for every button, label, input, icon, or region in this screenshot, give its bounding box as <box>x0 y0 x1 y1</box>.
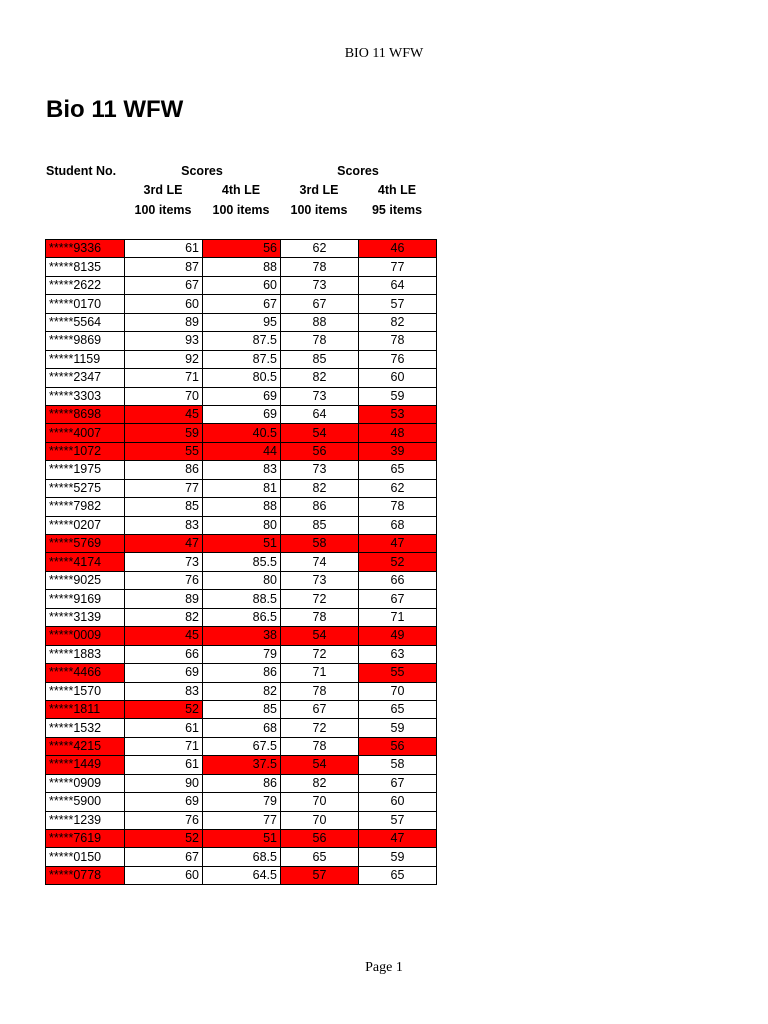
score-cell: 57 <box>281 866 359 884</box>
score-cell: 95 <box>203 313 281 331</box>
score-cell: 77 <box>125 479 203 497</box>
score-cell: 59 <box>359 848 437 866</box>
score-cell: 70 <box>281 793 359 811</box>
student-id-cell: *****5769 <box>46 535 125 553</box>
student-id-cell: *****0009 <box>46 627 125 645</box>
score-cell: 69 <box>125 664 203 682</box>
score-cell: 67 <box>359 774 437 792</box>
col3-sublabel: 100 items <box>290 203 348 217</box>
score-cell: 85 <box>281 516 359 534</box>
table-row <box>46 332 437 350</box>
score-cell: 87.5 <box>203 332 281 350</box>
score-cell: 52 <box>125 830 203 848</box>
score-cell: 69 <box>125 793 203 811</box>
score-cell: 56 <box>359 737 437 755</box>
score-cell: 67 <box>281 700 359 718</box>
table-row <box>46 442 437 460</box>
score-cell: 81 <box>203 479 281 497</box>
table-row <box>46 866 437 884</box>
student-id-cell: *****4466 <box>46 664 125 682</box>
table-row <box>46 535 437 553</box>
score-cell: 78 <box>281 258 359 276</box>
table-row <box>46 682 437 700</box>
score-cell: 72 <box>281 590 359 608</box>
score-cell: 72 <box>281 645 359 663</box>
score-cell: 65 <box>359 866 437 884</box>
table-row <box>46 793 437 811</box>
score-cell: 53 <box>359 405 437 423</box>
score-cell: 79 <box>203 793 281 811</box>
table-row <box>46 498 437 516</box>
score-cell: 78 <box>281 682 359 700</box>
table-row <box>46 405 437 423</box>
score-cell: 88 <box>281 313 359 331</box>
col4-sublabel: 95 items <box>371 203 423 217</box>
table-row <box>46 295 437 313</box>
score-cell: 48 <box>359 424 437 442</box>
score-cell: 45 <box>125 627 203 645</box>
score-cell: 73 <box>281 461 359 479</box>
table-row <box>46 590 437 608</box>
score-cell: 60 <box>125 866 203 884</box>
student-id-cell: *****2347 <box>46 369 125 387</box>
col2-sublabel: 100 items <box>212 203 270 217</box>
score-cell: 80 <box>203 571 281 589</box>
student-id-cell: *****8698 <box>46 405 125 423</box>
table-row <box>46 737 437 755</box>
score-cell: 47 <box>125 535 203 553</box>
table-row <box>46 700 437 718</box>
student-id-cell: *****4007 <box>46 424 125 442</box>
col1-sublabel: 100 items <box>134 203 192 217</box>
table-row <box>46 848 437 866</box>
score-cell: 86 <box>203 774 281 792</box>
score-cell: 82 <box>359 313 437 331</box>
student-id-cell: *****1449 <box>46 756 125 774</box>
score-cell: 85 <box>125 498 203 516</box>
score-cell: 67.5 <box>203 737 281 755</box>
score-cell: 73 <box>281 387 359 405</box>
score-cell: 56 <box>281 442 359 460</box>
student-id-cell: *****4215 <box>46 737 125 755</box>
score-cell: 64.5 <box>203 866 281 884</box>
student-id-cell: *****8135 <box>46 258 125 276</box>
scores-group1-header: Scores <box>181 164 223 178</box>
table-row <box>46 811 437 829</box>
table-row <box>46 719 437 737</box>
score-cell: 76 <box>125 571 203 589</box>
table-row <box>46 276 437 294</box>
score-cell: 73 <box>281 571 359 589</box>
student-id-cell: *****1072 <box>46 442 125 460</box>
table-row <box>46 516 437 534</box>
score-cell: 65 <box>359 700 437 718</box>
score-cell: 74 <box>281 553 359 571</box>
score-cell: 52 <box>125 700 203 718</box>
student-id-cell: *****5900 <box>46 793 125 811</box>
score-cell: 70 <box>281 811 359 829</box>
score-cell: 82 <box>281 479 359 497</box>
score-cell: 60 <box>203 276 281 294</box>
table-row <box>46 350 437 368</box>
score-cell: 59 <box>359 387 437 405</box>
score-cell: 60 <box>359 369 437 387</box>
score-cell: 37.5 <box>203 756 281 774</box>
table-row <box>46 424 437 442</box>
running-header: BIO 11 WFW <box>344 46 424 61</box>
score-cell: 78 <box>359 332 437 350</box>
score-cell: 89 <box>125 313 203 331</box>
student-id-cell: *****1883 <box>46 645 125 663</box>
score-cell: 54 <box>281 627 359 645</box>
scores-table-body <box>46 240 437 885</box>
score-cell: 64 <box>281 405 359 423</box>
table-row <box>46 830 437 848</box>
score-cell: 59 <box>125 424 203 442</box>
score-cell: 82 <box>281 774 359 792</box>
score-cell: 67 <box>125 276 203 294</box>
score-cell: 58 <box>281 535 359 553</box>
score-cell: 90 <box>125 774 203 792</box>
score-cell: 69 <box>203 405 281 423</box>
table-row <box>46 571 437 589</box>
score-cell: 86 <box>125 461 203 479</box>
score-cell: 60 <box>125 295 203 313</box>
score-cell: 82 <box>281 369 359 387</box>
score-cell: 55 <box>125 442 203 460</box>
score-cell: 89 <box>125 590 203 608</box>
table-row <box>46 756 437 774</box>
score-cell: 72 <box>281 719 359 737</box>
score-cell: 86 <box>281 498 359 516</box>
score-cell: 52 <box>359 553 437 571</box>
student-id-cell: *****0778 <box>46 866 125 884</box>
page-footer: Page 1 <box>365 960 403 975</box>
student-id-cell: *****3303 <box>46 387 125 405</box>
score-cell: 67 <box>281 295 359 313</box>
score-cell: 68 <box>203 719 281 737</box>
col1-label: 3rd LE <box>143 183 183 197</box>
score-cell: 61 <box>125 756 203 774</box>
score-cell: 45 <box>125 405 203 423</box>
score-cell: 54 <box>281 424 359 442</box>
score-cell: 86 <box>203 664 281 682</box>
score-cell: 88 <box>203 258 281 276</box>
table-row <box>46 774 437 792</box>
table-row <box>46 479 437 497</box>
score-cell: 85 <box>281 350 359 368</box>
student-id-cell: *****1570 <box>46 682 125 700</box>
score-cell: 73 <box>281 276 359 294</box>
score-cell: 39 <box>359 442 437 460</box>
page-title: Bio 11 WFW <box>46 96 184 123</box>
table-row <box>46 664 437 682</box>
student-id-cell: *****1975 <box>46 461 125 479</box>
score-cell: 83 <box>125 516 203 534</box>
score-cell: 38 <box>203 627 281 645</box>
score-cell: 78 <box>281 737 359 755</box>
score-cell: 67 <box>203 295 281 313</box>
student-id-cell: *****1159 <box>46 350 125 368</box>
student-id-cell: *****0150 <box>46 848 125 866</box>
student-id-cell: *****7619 <box>46 830 125 848</box>
score-cell: 76 <box>125 811 203 829</box>
table-row <box>46 369 437 387</box>
student-id-cell: *****0207 <box>46 516 125 534</box>
score-cell: 64 <box>359 276 437 294</box>
student-id-cell: *****2622 <box>46 276 125 294</box>
score-cell: 71 <box>281 664 359 682</box>
score-cell: 49 <box>359 627 437 645</box>
score-cell: 58 <box>359 756 437 774</box>
score-cell: 71 <box>359 608 437 626</box>
score-cell: 78 <box>359 498 437 516</box>
score-cell: 71 <box>125 369 203 387</box>
score-cell: 61 <box>125 240 203 258</box>
score-cell: 92 <box>125 350 203 368</box>
table-row <box>46 608 437 626</box>
student-id-cell: *****1532 <box>46 719 125 737</box>
score-cell: 79 <box>203 645 281 663</box>
score-cell: 40.5 <box>203 424 281 442</box>
student-id-cell: *****7982 <box>46 498 125 516</box>
score-cell: 63 <box>359 645 437 663</box>
student-id-cell: *****9336 <box>46 240 125 258</box>
score-cell: 67 <box>359 590 437 608</box>
score-cell: 65 <box>359 461 437 479</box>
score-cell: 61 <box>125 719 203 737</box>
score-cell: 65 <box>281 848 359 866</box>
table-row <box>46 240 437 258</box>
table-row <box>46 627 437 645</box>
score-cell: 66 <box>359 571 437 589</box>
score-cell: 82 <box>203 682 281 700</box>
score-cell: 71 <box>125 737 203 755</box>
score-cell: 67 <box>125 848 203 866</box>
score-cell: 77 <box>203 811 281 829</box>
score-cell: 77 <box>359 258 437 276</box>
score-cell: 68.5 <box>203 848 281 866</box>
col3-label: 3rd LE <box>299 183 339 197</box>
table-row <box>46 461 437 479</box>
score-cell: 51 <box>203 535 281 553</box>
student-id-cell: *****1239 <box>46 811 125 829</box>
score-cell: 59 <box>359 719 437 737</box>
score-cell: 73 <box>125 553 203 571</box>
student-id-cell: *****0909 <box>46 774 125 792</box>
score-cell: 57 <box>359 811 437 829</box>
score-cell: 46 <box>359 240 437 258</box>
score-cell: 93 <box>125 332 203 350</box>
score-cell: 70 <box>359 682 437 700</box>
score-cell: 55 <box>359 664 437 682</box>
student-id-cell: *****9869 <box>46 332 125 350</box>
scores-group2-header: Scores <box>337 164 379 178</box>
score-cell: 60 <box>359 793 437 811</box>
student-id-cell: *****1811 <box>46 700 125 718</box>
col2-label: 4th LE <box>221 183 261 197</box>
score-cell: 62 <box>281 240 359 258</box>
score-cell: 47 <box>359 535 437 553</box>
table-row <box>46 387 437 405</box>
score-cell: 88 <box>203 498 281 516</box>
score-cell: 83 <box>203 461 281 479</box>
student-id-cell: *****0170 <box>46 295 125 313</box>
score-cell: 85 <box>203 700 281 718</box>
score-cell: 69 <box>203 387 281 405</box>
student-id-cell: *****5275 <box>46 479 125 497</box>
score-cell: 56 <box>281 830 359 848</box>
table-row <box>46 553 437 571</box>
score-cell: 86.5 <box>203 608 281 626</box>
score-cell: 78 <box>281 608 359 626</box>
score-cell: 80 <box>203 516 281 534</box>
score-cell: 44 <box>203 442 281 460</box>
score-cell: 83 <box>125 682 203 700</box>
table-row <box>46 313 437 331</box>
score-cell: 87.5 <box>203 350 281 368</box>
student-id-cell: *****3139 <box>46 608 125 626</box>
score-cell: 56 <box>203 240 281 258</box>
student-id-cell: *****9025 <box>46 571 125 589</box>
col4-label: 4th LE <box>377 183 417 197</box>
score-cell: 87 <box>125 258 203 276</box>
student-id-cell: *****4174 <box>46 553 125 571</box>
score-cell: 80.5 <box>203 369 281 387</box>
score-cell: 88.5 <box>203 590 281 608</box>
score-cell: 66 <box>125 645 203 663</box>
score-cell: 54 <box>281 756 359 774</box>
score-cell: 70 <box>125 387 203 405</box>
score-cell: 62 <box>359 479 437 497</box>
student-id-cell: *****5564 <box>46 313 125 331</box>
score-cell: 85.5 <box>203 553 281 571</box>
score-cell: 68 <box>359 516 437 534</box>
score-cell: 47 <box>359 830 437 848</box>
scores-table <box>45 239 437 885</box>
score-cell: 57 <box>359 295 437 313</box>
table-row <box>46 645 437 663</box>
score-cell: 76 <box>359 350 437 368</box>
score-cell: 78 <box>281 332 359 350</box>
student-no-header: Student No. <box>46 164 117 178</box>
score-cell: 51 <box>203 830 281 848</box>
table-row <box>46 258 437 276</box>
score-cell: 82 <box>125 608 203 626</box>
student-id-cell: *****9169 <box>46 590 125 608</box>
